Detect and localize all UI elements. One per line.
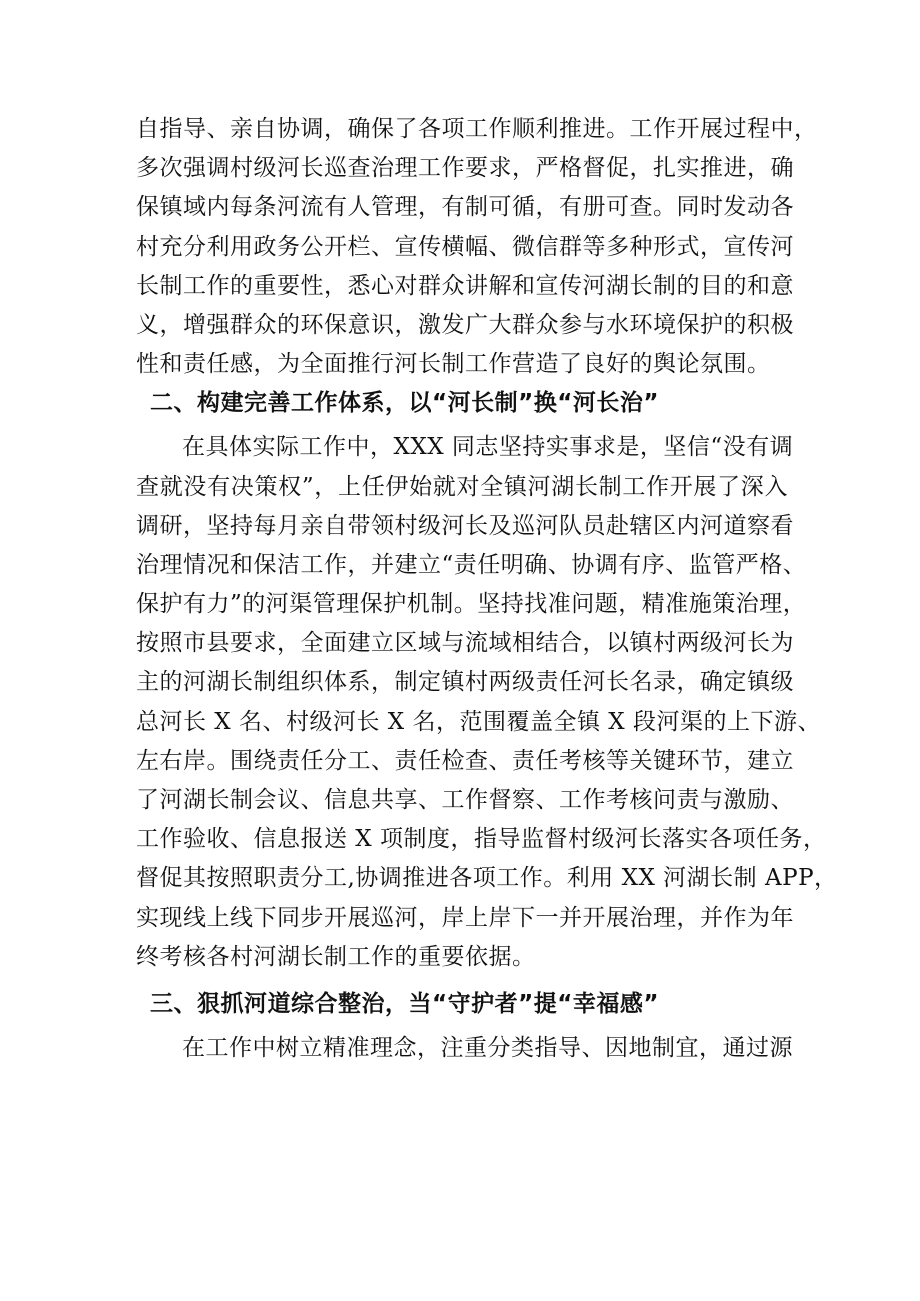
paragraph-line: 督促其按照职责分工,协调推进各项工作。利用 XX 河湖长制 APP， [136,865,838,892]
paragraph-line: 在工作中树立精准理念，注重分类指导、因地制宜，通过源 [182,1034,793,1061]
paragraph-line: 主的河湖长制组织体系，制定镇村两级责任河长名录，确定镇级 [136,669,794,696]
document-body [136,110,838,1068]
paragraph-line: 总河长 X 名、村级河长 X 名，范围覆盖全镇 X 段河渠的上下游、 [136,708,821,735]
paragraph-1 [136,110,818,384]
paragraph-line: 性和责任感，为全面推行河长制工作营造了良好的舆论氛围。 [136,351,771,378]
paragraph-line: 自指导、亲自协调，确保了各项工作顺利推进。工作开展过程中， [136,116,818,142]
paragraph-2 [136,428,838,977]
paragraph-line: 在具体实际工作中，XXX 同志坚持实事求是，坚信“没有调 [182,434,794,461]
paragraph-line: 工作验收、信息报送 X 项制度，指导监督村级河长落实各项任务， [136,826,827,853]
paragraph-line: 查就没有决策权”，上任伊始就对全镇河湖长制工作开展了深入 [136,473,788,500]
paragraph-line: 治理情况和保洁工作，并建立“责任明确、协调有序、监管严格、 [136,551,807,578]
paragraph-line: 调研，坚持每月亲自带领村级河长及巡河队员赴辖区内河道察看 [136,512,794,539]
paragraph-line: 实现线上线下同步开展巡河，岸上岸下一并开展治理，并作为年 [136,904,794,931]
paragraph-line: 多次强调村级河长巡查治理工作要求，严格督促，扎实推进，确 [136,155,794,182]
section-heading-2: 二、构建完善工作体系，以“河长制”换“河长治” [150,390,659,417]
paragraph-line: 终考核各村河湖长制工作的重要依据。 [136,943,536,970]
paragraph-3 [136,1029,793,1068]
paragraph-line: 保镇域内每条河流有人管理，有制可循，有册可查。同时发动各 [136,194,794,221]
paragraph-line: 保护有力”的河渠管理保护机制。坚持找准问题，精准施策治理， [136,591,807,618]
paragraph-line: 按照市县要求，全面建立区域与流域相结合，以镇村两级河长为 [136,630,794,657]
paragraph-line: 左右岸。围绕责任分工、责任检查、责任考核等关键环节，建立 [136,747,794,774]
section-heading-3: 三、狠抓河道综合整治，当“守护者”提“幸福感” [150,990,659,1017]
paragraph-line: 长制工作的重要性，悉心对群众讲解和宣传河湖长制的目的和意 [136,272,794,299]
paragraph-line: 了河湖长制会议、信息共享、工作督察、工作考核问责与激励、 [136,787,794,813]
paragraph-line: 义，增强群众的环保意识，激发广大群众参与水环境保护的积极 [136,311,794,338]
paragraph-line: 村充分利用政务公开栏、宣传横幅、微信群等多种形式，宣传河 [136,233,794,260]
